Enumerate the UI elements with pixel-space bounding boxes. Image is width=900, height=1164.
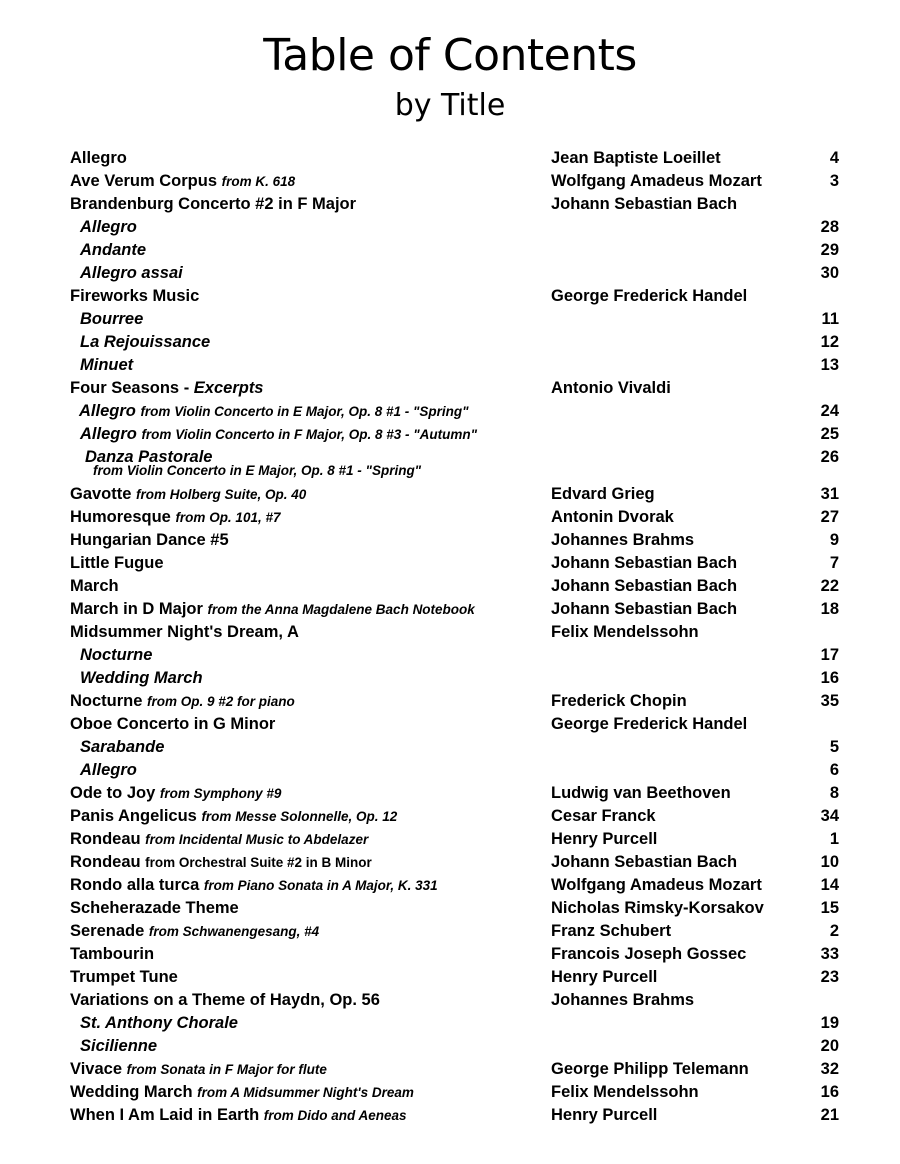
entry-title: Allegro from Violin Concerto in F Major, Op. 8 #3 - "Autumn" [80, 425, 478, 443]
entry-composer: Francois Joseph Gossec [551, 945, 747, 963]
entry-page: 13 [820, 356, 839, 374]
toc-subentry [0, 1012, 900, 1035]
entry-title: Rondo alla turca from Piano Sonata in A Major, K. 331 [70, 876, 438, 894]
toc-entry [0, 874, 900, 897]
entry-composer: George Philipp Telemann [551, 1060, 749, 1078]
entry-page: 25 [820, 425, 839, 443]
toc-entry [0, 966, 900, 989]
entry-composer: Antonio Vivaldi [551, 379, 671, 397]
toc-entry [0, 193, 900, 216]
entry-title: Allegro [80, 761, 137, 779]
entry-page: 21 [820, 1106, 839, 1124]
entry-source: from Incidental Music to Abdelazer [145, 832, 369, 847]
entry-source: from Piano Sonata in A Major, K. 331 [203, 878, 438, 893]
entry-title: Hungarian Dance #5 [70, 531, 229, 549]
entry-page: 19 [820, 1014, 839, 1032]
toc-subentry [0, 423, 900, 446]
entry-source: from Op. 101, #7 [175, 510, 281, 525]
entry-source: from Op. 9 #2 for piano [147, 694, 295, 709]
entry-page: 28 [820, 218, 839, 236]
toc-entry [0, 782, 900, 805]
entry-page: 33 [820, 945, 839, 963]
toc-entry [0, 377, 900, 400]
entry-title: Midsummer Night's Dream, A [70, 623, 299, 641]
entry-composer: Johannes Brahms [551, 531, 695, 549]
toc-entry [0, 621, 900, 644]
entry-page: 2 [829, 922, 839, 940]
entry-source: from K. 618 [221, 174, 296, 189]
entry-composer: George Frederick Handel [551, 715, 748, 733]
entry-page: 7 [829, 554, 839, 572]
entry-title: Danza Pastorale [85, 448, 213, 466]
entry-source: from Violin Concerto in E Major, Op. 8 #1 - "Spring" [140, 404, 469, 419]
toc-entry [0, 897, 900, 920]
entry-page: 23 [820, 968, 839, 986]
toc-subentry [0, 331, 900, 354]
entry-title: Bourree [80, 310, 144, 328]
toc-entry [0, 147, 900, 170]
entry-source: from Orchestral Suite #2 in B Minor [145, 855, 372, 870]
entry-composer: Felix Mendelssohn [551, 1083, 699, 1101]
entry-page: 20 [820, 1037, 839, 1055]
page-subtitle: by Title [394, 88, 506, 123]
entry-page: 11 [821, 310, 839, 328]
entry-source: from Violin Concerto in E Major, Op. 8 #1 - "Spring" [93, 463, 422, 478]
entry-source: from the Anna Magdalene Bach Notebook [207, 602, 475, 617]
entry-composer: Johann Sebastian Bach [551, 554, 738, 572]
entry-title: Rondeau from Incidental Music to Abdelazer [70, 830, 369, 848]
entry-title: Rondeau from Orchestral Suite #2 in B Minor [70, 853, 372, 871]
entry-title: Serenade from Schwanengesang, #4 [70, 922, 320, 940]
entry-composer: Nicholas Rimsky-Korsakov [551, 899, 764, 917]
entry-title: La Rejouissance [80, 333, 211, 351]
page-title: Table of Contents [263, 30, 637, 81]
toc-subentry [0, 354, 900, 377]
entry-title: Four Seasons - Excerpts [70, 379, 264, 397]
entry-page: 30 [820, 264, 839, 282]
toc-entry [0, 552, 900, 575]
entry-page: 3 [829, 172, 839, 190]
entry-page: 8 [829, 784, 839, 802]
entry-page: 34 [820, 807, 839, 825]
entry-title: Wedding March [80, 669, 203, 687]
entry-composer: Henry Purcell [551, 968, 658, 986]
toc-entry [0, 828, 900, 851]
entry-page: 26 [820, 448, 839, 466]
entry-source: from Messe Solonnelle, Op. 12 [201, 809, 398, 824]
entry-page: 31 [820, 485, 839, 503]
entry-page: 6 [829, 761, 839, 779]
entry-page: 27 [820, 508, 839, 526]
entry-page: 9 [829, 531, 839, 549]
entry-title: Allegro [80, 218, 137, 236]
entry-composer: Wolfgang Amadeus Mozart [551, 172, 762, 190]
toc-subentry [0, 216, 900, 239]
entry-composer: Felix Mendelssohn [551, 623, 699, 641]
toc-subentry [0, 1035, 900, 1058]
entry-composer: Jean Baptiste Loeillet [551, 149, 721, 167]
entry-page: 29 [820, 241, 839, 259]
toc-entry [0, 851, 900, 874]
toc-subentry [0, 736, 900, 759]
entry-title: Ode to Joy from Symphony #9 [70, 784, 282, 802]
entry-composer: Antonin Dvorak [551, 508, 674, 526]
entry-title: Fireworks Music [70, 287, 200, 305]
entry-title: Nocturne [80, 646, 153, 664]
entry-page: 24 [820, 402, 839, 420]
entry-page: 32 [820, 1060, 839, 1078]
entry-title: Gavotte from Holberg Suite, Op. 40 [70, 485, 307, 503]
toc-list [0, 147, 900, 1127]
toc-entry [0, 690, 900, 713]
entry-title: Variations on a Theme of Haydn, Op. 56 [70, 991, 380, 1009]
entry-title: Little Fugue [70, 554, 164, 572]
toc-entry [0, 483, 900, 506]
entry-page: 1 [829, 830, 839, 848]
toc-entry [0, 598, 900, 621]
toc-entry [0, 170, 900, 193]
toc-entry [0, 506, 900, 529]
toc-subentry [0, 239, 900, 262]
entry-source: from A Midsummer Night's Dream [197, 1085, 414, 1100]
toc-entry [0, 1081, 900, 1104]
entry-composer: Franz Schubert [551, 922, 672, 940]
entry-source: from Schwanengesang, #4 [148, 924, 320, 939]
entry-source: from Dido and Aeneas [263, 1108, 407, 1123]
toc-subentry [0, 667, 900, 690]
entry-page: 16 [820, 1083, 839, 1101]
toc-subentry [0, 644, 900, 667]
entry-composer: Johann Sebastian Bach [551, 853, 738, 871]
entry-composer: George Frederick Handel [551, 287, 748, 305]
entry-title: Sarabande [80, 738, 165, 756]
toc-subentry-source [0, 463, 900, 483]
entry-source: from Holberg Suite, Op. 40 [136, 487, 307, 502]
toc-entry [0, 805, 900, 828]
entry-title: Oboe Concerto in G Minor [70, 715, 276, 733]
entry-composer: Henry Purcell [551, 830, 658, 848]
toc-subentry [0, 400, 900, 423]
entry-source: from Sonata in F Major for flute [126, 1062, 327, 1077]
entry-title: Minuet [80, 356, 134, 374]
entry-title: Humoresque from Op. 101, #7 [70, 508, 281, 526]
toc-subentry [0, 308, 900, 331]
entry-composer: Johann Sebastian Bach [551, 600, 738, 618]
entry-page: 5 [829, 738, 839, 756]
entry-title: March in D Major from the Anna Magdalene Bach Notebook [70, 600, 475, 618]
toc-entry [0, 575, 900, 598]
toc-entry [0, 920, 900, 943]
entry-source: from Violin Concerto in F Major, Op. 8 #3 - "Autumn" [141, 427, 478, 442]
entry-page: 14 [820, 876, 839, 894]
entry-composer: Johann Sebastian Bach [551, 577, 738, 595]
toc-entry [0, 713, 900, 736]
entry-title: Tambourin [70, 945, 155, 963]
entry-composer: Edvard Grieg [551, 485, 655, 503]
entry-page: 22 [820, 577, 839, 595]
entry-title: Panis Angelicus from Messe Solonnelle, Op. 12 [70, 807, 398, 825]
entry-title: Brandenburg Concerto #2 in F Major [70, 195, 357, 213]
entry-title: Ave Verum Corpus from K. 618 [70, 172, 296, 190]
entry-page: 15 [820, 899, 839, 917]
entry-title: Sicilienne [80, 1037, 158, 1055]
toc-entry [0, 989, 900, 1012]
entry-title: March [70, 577, 119, 595]
entry-title: Trumpet Tune [70, 968, 178, 986]
entry-page: 10 [820, 853, 839, 871]
entry-composer: Wolfgang Amadeus Mozart [551, 876, 762, 894]
toc-entry [0, 1104, 900, 1127]
toc-entry [0, 285, 900, 308]
toc-entry [0, 943, 900, 966]
entry-composer: Johannes Brahms [551, 991, 695, 1009]
entry-title: Allegro from Violin Concerto in E Major, Op. 8 #1 - "Spring" [79, 402, 469, 420]
entry-title: Vivace from Sonata in F Major for flute [70, 1060, 327, 1078]
entry-composer: Ludwig van Beethoven [551, 784, 731, 802]
entry-qualifier: Excerpts [193, 379, 264, 397]
entry-title: St. Anthony Chorale [80, 1014, 238, 1032]
toc-subentry [0, 262, 900, 285]
entry-page: 16 [820, 669, 839, 687]
entry-composer: Henry Purcell [551, 1106, 658, 1124]
toc-entry [0, 1058, 900, 1081]
entry-page: 18 [820, 600, 839, 618]
entry-composer: Frederick Chopin [551, 692, 687, 710]
entry-title: Scheherazade Theme [70, 899, 239, 917]
entry-title: Allegro assai [80, 264, 183, 282]
entry-page: 4 [829, 149, 839, 167]
entry-page: 17 [820, 646, 839, 664]
entry-page: 35 [820, 692, 839, 710]
entry-composer: Cesar Franck [551, 807, 656, 825]
entry-title: Wedding March from A Midsummer Night's Dream [70, 1083, 414, 1101]
entry-composer: Johann Sebastian Bach [551, 195, 738, 213]
entry-page: 12 [820, 333, 839, 351]
entry-title: When I Am Laid in Earth from Dido and Aeneas [70, 1106, 407, 1124]
entry-title: Nocturne from Op. 9 #2 for piano [70, 692, 295, 710]
entry-source: from Symphony #9 [159, 786, 282, 801]
entry-title: Allegro [70, 149, 127, 167]
entry-title: Andante [80, 241, 146, 259]
toc-entry [0, 529, 900, 552]
toc-subentry [0, 759, 900, 782]
